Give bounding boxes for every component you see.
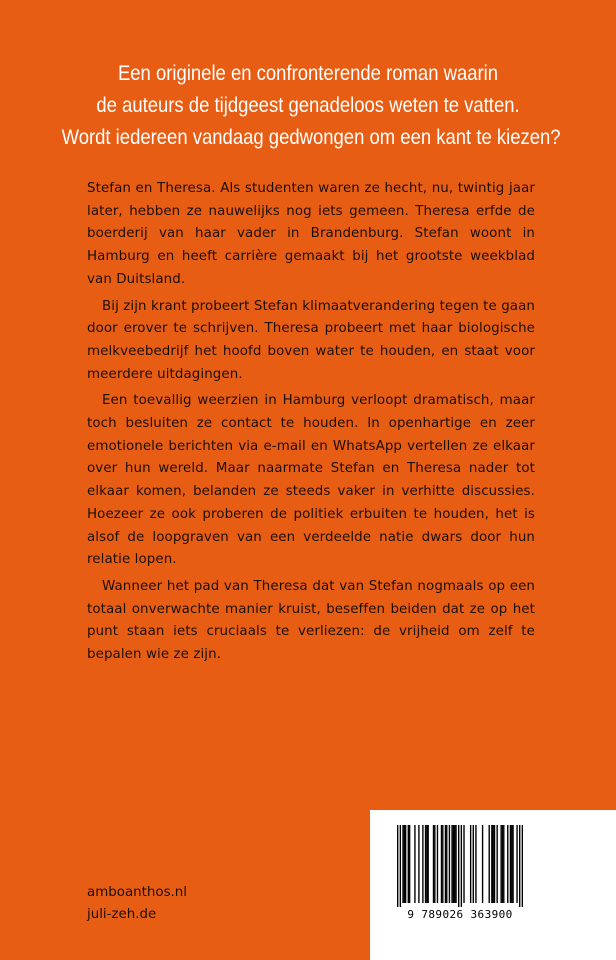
barcode-bar [422,825,423,903]
barcode-bar [461,825,462,907]
barcode-bar [503,825,504,903]
isbn-barcode [397,825,523,907]
barcode-bar [512,825,513,903]
barcode-bar [418,825,419,903]
barcode-bar [502,825,503,903]
barcode-bar [428,825,429,903]
tagline-line: Wordt iedereen vandaag gedwongen om een kant te kiezen? [61,126,561,149]
blurb-paragraph: Bij zijn krant probeert Stefan klimaatverandering tegen te gaan door erover te schrijven. Theresa probeert met haar biologische melkveebedrijf het hoofd boven water te houden, en staat voor meerdere uitdagingen. [87,298,535,382]
barcode-bar [489,825,490,903]
barcode-bar [434,825,435,903]
barcode-bar [507,825,508,903]
barcode-bar [522,825,523,907]
barcode-bar [425,825,426,903]
author-url[interactable]: juli-zeh.de [87,907,157,922]
barcode-panel [370,810,616,960]
blurb-paragraph: Stefan en Theresa. Als studenten waren ze hecht, nu, twintig jaar later, hebben ze nauwelijks nog iets gemeen. Theresa erfde de boerderij van haar vader in Brandenburg. Stefan woont in Hamburg en heeft carrière gemaakt bij het grootste weekblad van Duitsland. [87,181,535,287]
barcode-bar [433,825,434,903]
tagline [61,58,561,154]
barcode-bar [519,825,520,907]
barcode-bar [409,825,410,903]
barcode-bar [455,825,456,903]
barcode-bar [400,825,401,907]
barcode-bar [496,825,497,903]
barcode-bar [437,825,438,903]
blurb-paragraph: Wanneer het pad van Theresa dat van Stefan nogmaals op een totaal onverwachte manier kruist, beseffen beiden dat ze op het punt staan iets cruciaals te verliezen: de vrijheid om zelf te bepalen wie ze zijn. [87,578,535,663]
barcode-bar [414,825,415,903]
barcode-bar [453,825,454,903]
barcode-bar [405,825,406,903]
barcode-bar [470,825,471,903]
barcode-bar [463,825,464,903]
blurb-paragraph: Een toevallig weerzien in Hamburg verloopt dramatisch, maar toch besluiten ze contact te houden. In openhartige en zeer emotionele berichten via e-mail en WhatsApp vertellen ze elkaar over hun wereld. Maar naarmate Stefan en Theresa nader tot elkaar komen, belanden ze steeds vaker in verhitte discussies. Hoezeer ze ook proberen de politiek erbuiten te houden, het is alsof de loopgraven van een verdeelde natie dwars door hun relatie lopen. [87,393,535,568]
barcode-bar [454,825,455,903]
barcode-bar [446,825,447,903]
barcode-bar [475,825,476,903]
barcode-bar [491,825,492,903]
barcode-bar [473,825,474,903]
barcode-bar [404,825,405,903]
barcode-bar [426,825,427,903]
barcode-bar [441,825,442,903]
tagline-line: Een originele en confronterende roman waarin [117,62,499,85]
barcode-bar [451,825,452,903]
barcode-bar [449,825,450,903]
barcode-bar [402,825,403,903]
barcode-bar [445,825,446,903]
barcode-bar [500,825,501,903]
barcode-bar [510,825,511,903]
barcode-bar [408,825,409,903]
barcode-bar [492,825,493,903]
blurb [87,178,535,671]
barcode-bar [442,825,443,903]
isbn-number: 9 789026 363900 [407,908,513,921]
publisher-url[interactable]: amboanthos.nl [87,885,188,900]
barcode-bar [516,825,517,903]
barcode-bar [511,825,512,903]
barcode-bar [397,825,398,907]
barcode-bar [458,825,459,907]
website-links [87,882,187,926]
tagline-line: de auteurs de tijdgeest genadeloos weten te vatten. [96,94,520,117]
barcode-bar [494,825,495,903]
barcode-bar [482,825,483,903]
